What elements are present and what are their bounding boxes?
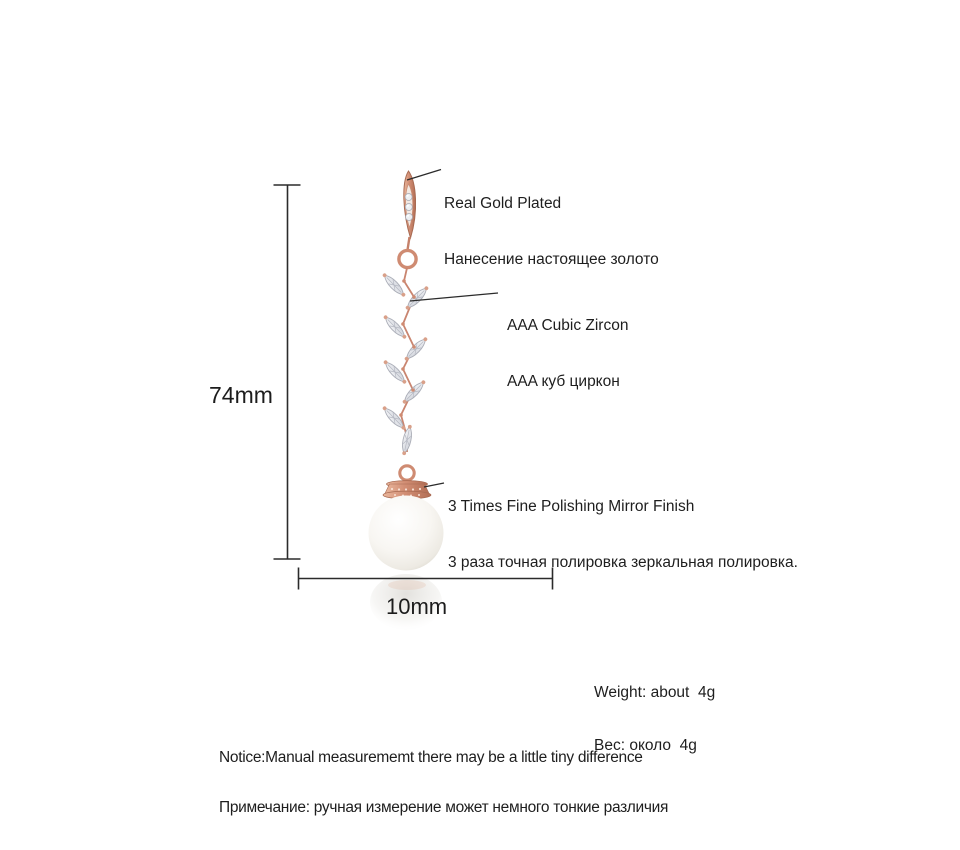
leaf-vine — [380, 268, 430, 456]
annotation-polishing — [448, 461, 798, 609]
measurement-notice — [219, 716, 668, 850]
annotation-gold-plating-en: Real Gold Plated — [444, 195, 562, 212]
annotation-polishing-en: 3 Times Fine Polishing Mirror Finish — [448, 498, 695, 515]
measurement-notice-en: Notice:Manual measurememt there may be a little tiny difference — [219, 748, 643, 766]
connector-ring-top — [399, 250, 416, 267]
zircon-leaf — [380, 271, 407, 299]
pearl — [369, 496, 444, 571]
hook-zircons — [405, 194, 412, 221]
height-dimension-label: 74mm — [209, 382, 273, 408]
annotation-cubic-zircon-en: AAA Cubic Zircon — [507, 317, 629, 334]
connector-ring-bottom — [400, 466, 414, 480]
weight-info-ru: Вес: около 4g — [594, 736, 697, 754]
annotation-cubic-zircon-ru: AAA куб циркон — [507, 372, 620, 390]
weight-info-en: Weight: about 4g — [594, 684, 716, 701]
ear-hook — [404, 171, 416, 250]
zircon-leaf — [402, 335, 429, 363]
annotation-cubic-zircon — [507, 280, 628, 428]
height-dimension — [274, 185, 301, 559]
measurement-notice-ru: Примечание: ручная измерение может немного тонкие различия — [219, 798, 669, 816]
annotation-gold-plating-ru: Нанесение настоящее золото — [444, 250, 659, 268]
annotation-polishing-ru: 3 раза точная полировка зеркальная полировка. — [448, 553, 798, 571]
earring-illustration — [369, 171, 444, 571]
rondelle-reflection — [388, 580, 426, 590]
leader-line-gold-plating — [407, 170, 441, 181]
width-dimension-label: 10mm — [386, 594, 448, 619]
